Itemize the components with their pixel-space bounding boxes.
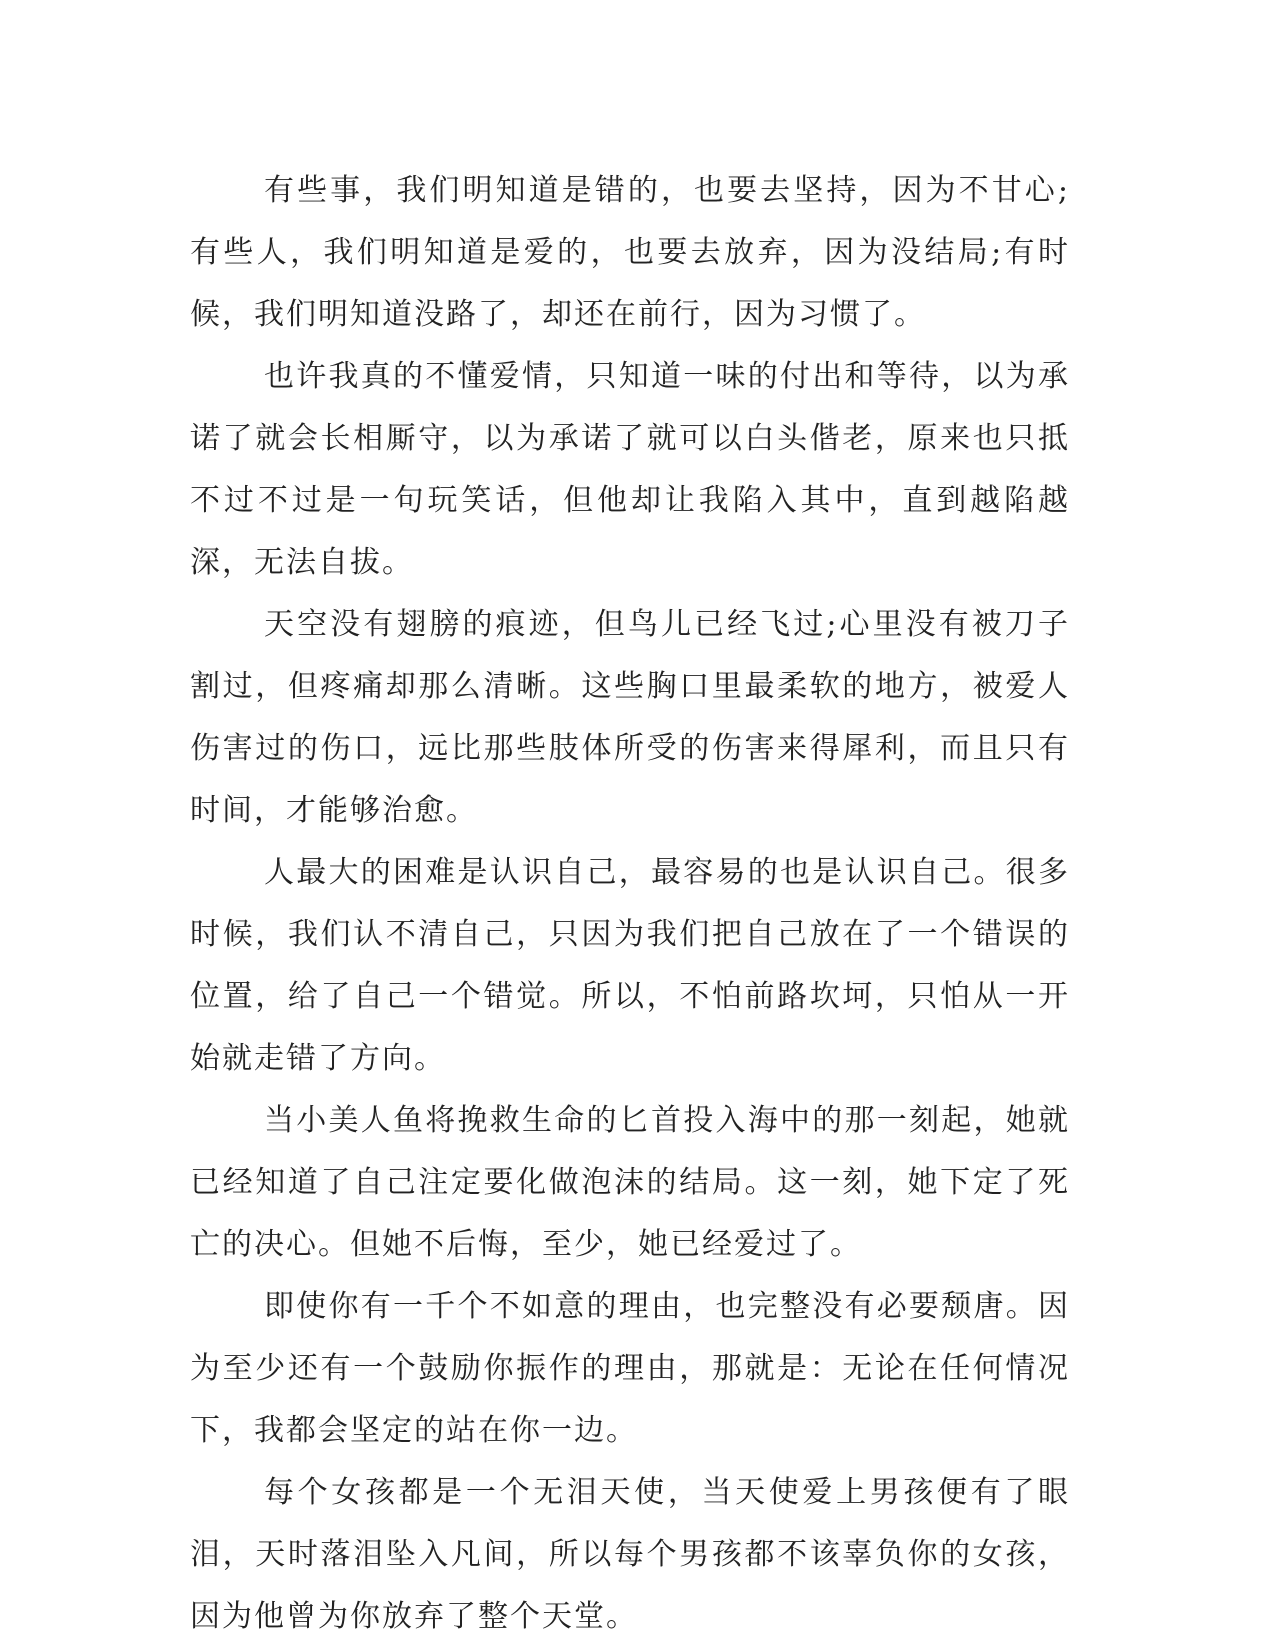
document-body — [190, 160, 1070, 1648]
paragraph: 也许我真的不懂爱情，只知道一味的付出和等待，以为承诺了就会长相厮守，以为承诺了就可以白头偕老，原来也只抵不过不过是一句玩笑话，但他却让我陷入其中，直到越陷越深，无法自拔。 — [190, 359, 1070, 580]
paragraph: 即使你有一千个不如意的理由，也完整没有必要颓唐。因为至少还有一个鼓励你振作的理由，那就是：无论在任何情况下，我都会坚定的站在你一边。 — [190, 1289, 1070, 1448]
paragraph: 人最大的困难是认识自己，最容易的也是认识自己。很多时候，我们认不清自己，只因为我们把自己放在了一个错误的位置，给了自己一个错觉。所以，不怕前路坎坷，只怕从一开始就走错了方向。 — [190, 855, 1070, 1076]
paragraph: 每个女孩都是一个无泪天使，当天使爱上男孩便有了眼泪，天时落泪坠入凡间，所以每个男孩都不该辜负你的女孩，因为他曾为你放弃了整个天堂。 — [190, 1475, 1070, 1634]
paragraph: 当小美人鱼将挽救生命的匕首投入海中的那一刻起，她就已经知道了自己注定要化做泡沫的结局。这一刻，她下定了死亡的决心。但她不后悔，至少，她已经爱过了。 — [190, 1103, 1070, 1262]
paragraph: 天空没有翅膀的痕迹，但鸟儿已经飞过;心里没有被刀子割过，但疼痛却那么清晰。这些胸口里最柔软的地方，被爱人伤害过的伤口，远比那些肢体所受的伤害来得犀利，而且只有时间，才能够治愈。 — [190, 607, 1070, 828]
paragraph: 有些事，我们明知道是错的，也要去坚持，因为不甘心;有些人，我们明知道是爱的，也要去放弃，因为没结局;有时候，我们明知道没路了，却还在前行，因为习惯了。 — [190, 173, 1070, 332]
